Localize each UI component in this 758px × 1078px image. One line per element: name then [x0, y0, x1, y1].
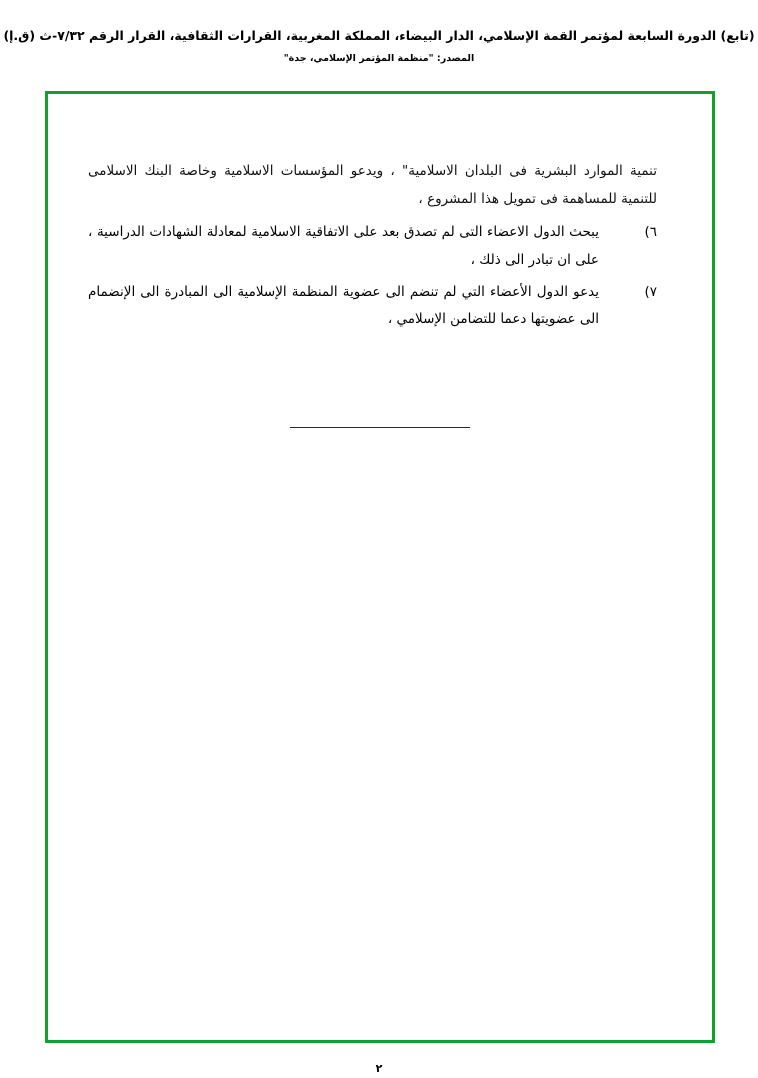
list-item [88, 219, 657, 274]
header-source: المصدر: "منظمة المؤتمر الإسلامي، جدة" [283, 53, 475, 64]
list-item-text: يبحث الدول الاعضاء التى لم تصدق بعد على الاتفاقية الاسلامية لمعادلة الشهادات الدراسية ، على ان تبادر الى ذلك ، [88, 224, 599, 269]
divider-rule [290, 427, 470, 428]
list-item-text: يدعو الدول الأعضاء التي لم تنضم الى عضوية المنظمة الإسلامية الى المبادرة الى الإنضمام الى عضويتها دعما للتضامن الإسلامي ، [88, 283, 599, 328]
section-divider [48, 427, 712, 428]
continuation-paragraph: تنمية الموارد البشرية فى البلدان الاسلامية" ، ويدعو المؤسسات الاسلامية وخاصة البنك الاسلامى للتنمية للمساهمة فى تمويل هذا المشروع ، [88, 163, 657, 207]
list-item-number: ٧) [644, 283, 657, 300]
header-title: (تابع) الدورة السابعة لمؤتمر القمة الإسلامي، الدار البيضاء، المملكة المغربية، القرارات الثقافية، القرار الرقم ٧/٣٢-ث (ق.إ) [3, 28, 755, 43]
list-item [88, 279, 657, 334]
list-item-number: ٦) [644, 224, 657, 241]
page-header [0, 28, 758, 64]
page-number: ٢ [375, 1062, 383, 1075]
document-body [48, 158, 712, 338]
page-border-frame [45, 91, 715, 1043]
